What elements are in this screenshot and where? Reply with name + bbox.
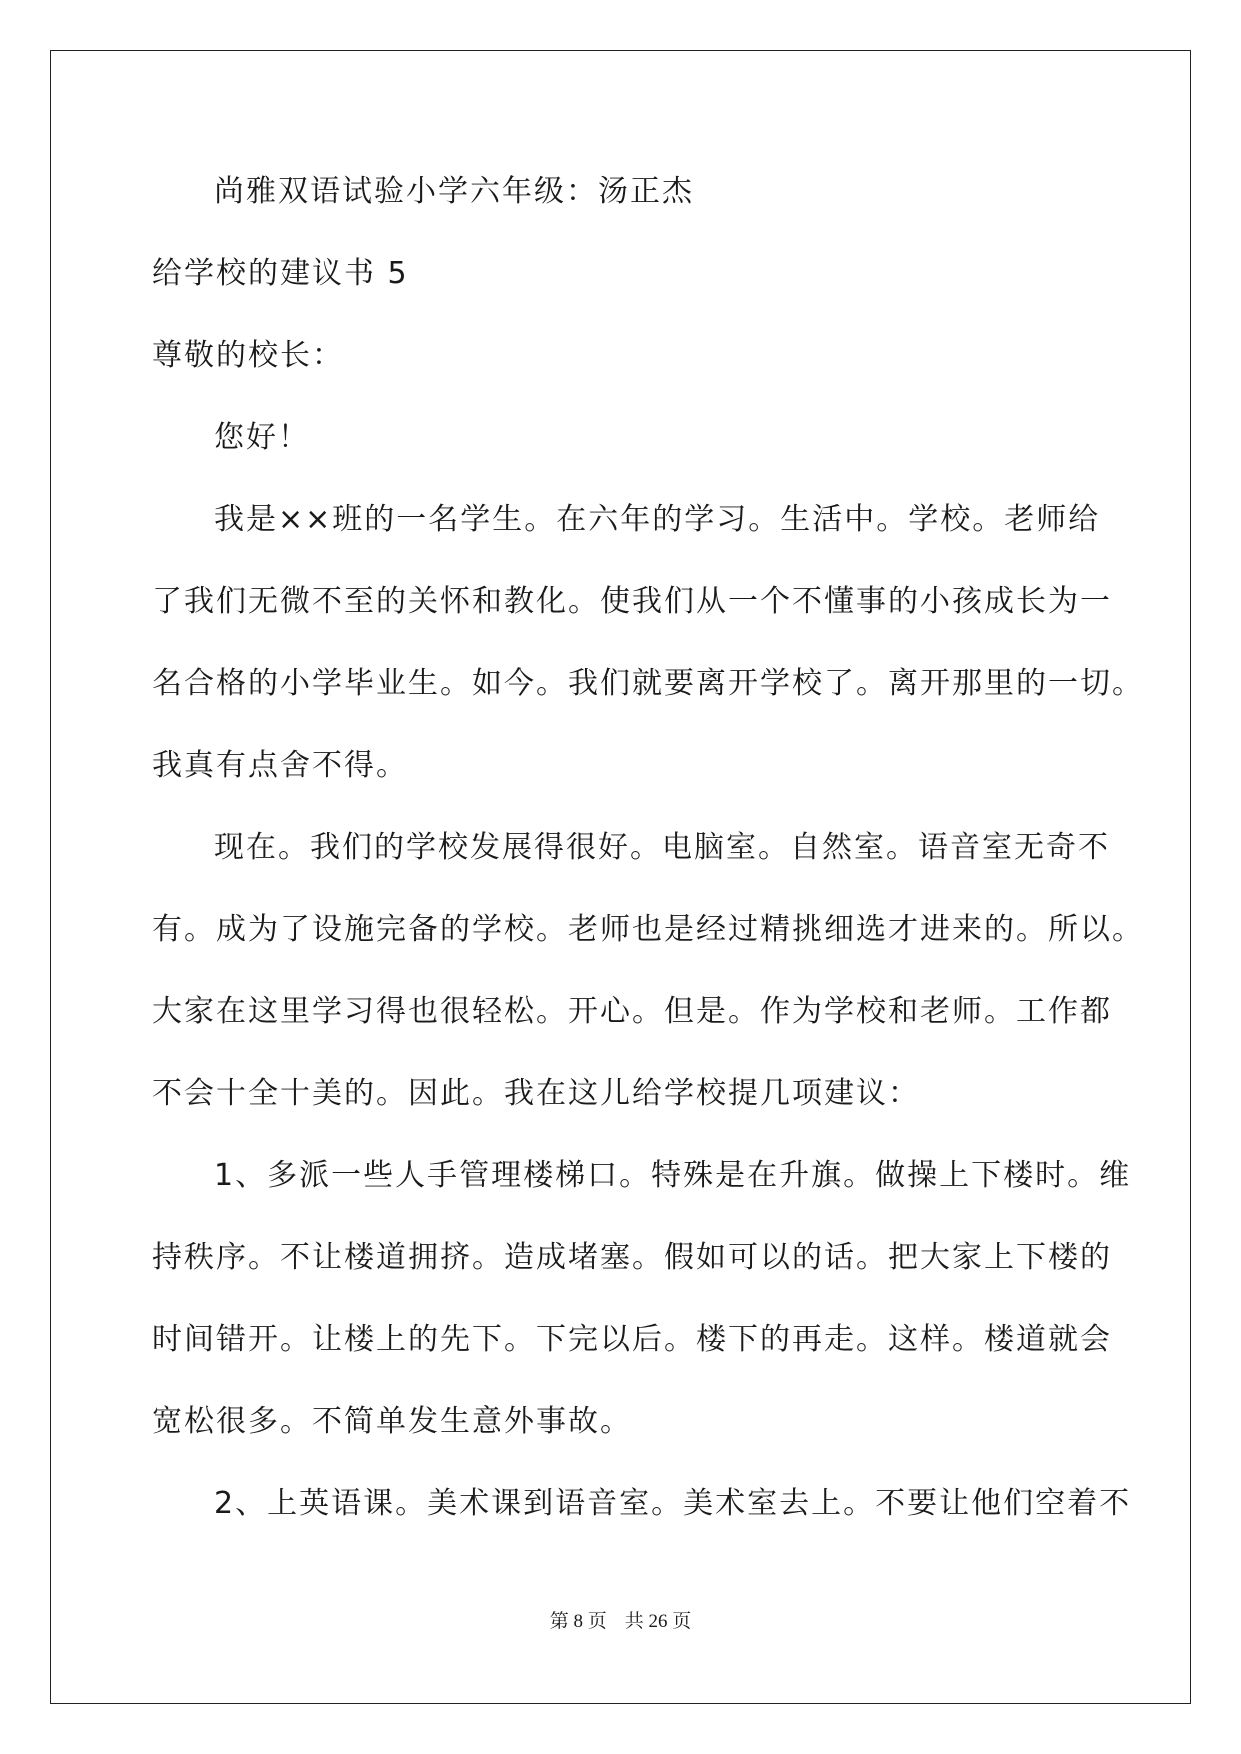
paragraph-line: 有。成为了设施完备的学校。老师也是经过精挑细选才进来的。所以。 <box>152 912 1144 947</box>
salutation: 尊敬的校长： <box>152 338 344 373</box>
suggestion-line: 2、上英语课。美术课到语音室。美术室去上。不要让他们空着不 <box>214 1486 1132 1521</box>
page-footer <box>0 1610 1241 1634</box>
greeting: 您好！ <box>214 420 310 455</box>
suggestion-line: 1、多派一些人手管理楼梯口。特殊是在升旗。做操上下楼时。维 <box>214 1158 1132 1193</box>
page-border <box>50 50 1191 1704</box>
paragraph-line: 大家在这里学习得也很轻松。开心。但是。作为学校和老师。工作都 <box>152 994 1112 1029</box>
page-total: 共 26 页 <box>624 1611 692 1632</box>
paragraph-line: 不会十全十美的。因此。我在这儿给学校提几项建议： <box>152 1076 920 1111</box>
suggestion-line: 宽松很多。不简单发生意外事故。 <box>152 1404 632 1439</box>
paragraph-line: 名合格的小学毕业生。如今。我们就要离开学校了。离开那里的一切。 <box>152 666 1144 701</box>
letter-title: 给学校的建议书 5 <box>152 256 409 291</box>
suggestion-line: 持秩序。不让楼道拥挤。造成堵塞。假如可以的话。把大家上下楼的 <box>152 1240 1112 1275</box>
page-number: 第 8 页 <box>549 1611 607 1632</box>
author-line: 尚雅双语试验小学六年级：汤正杰 <box>214 174 694 209</box>
suggestion-line: 时间错开。让楼上的先下。下完以后。楼下的再走。这样。楼道就会 <box>152 1322 1112 1357</box>
paragraph-line: 我真有点舍不得。 <box>152 748 408 783</box>
paragraph-line: 现在。我们的学校发展得很好。电脑室。自然室。语音室无奇不 <box>214 830 1110 865</box>
paragraph-line: 了我们无微不至的关怀和教化。使我们从一个不懂事的小孩成长为一 <box>152 584 1112 619</box>
paragraph-line: 我是××班的一名学生。在六年的学习。生活中。学校。老师给 <box>214 502 1101 537</box>
